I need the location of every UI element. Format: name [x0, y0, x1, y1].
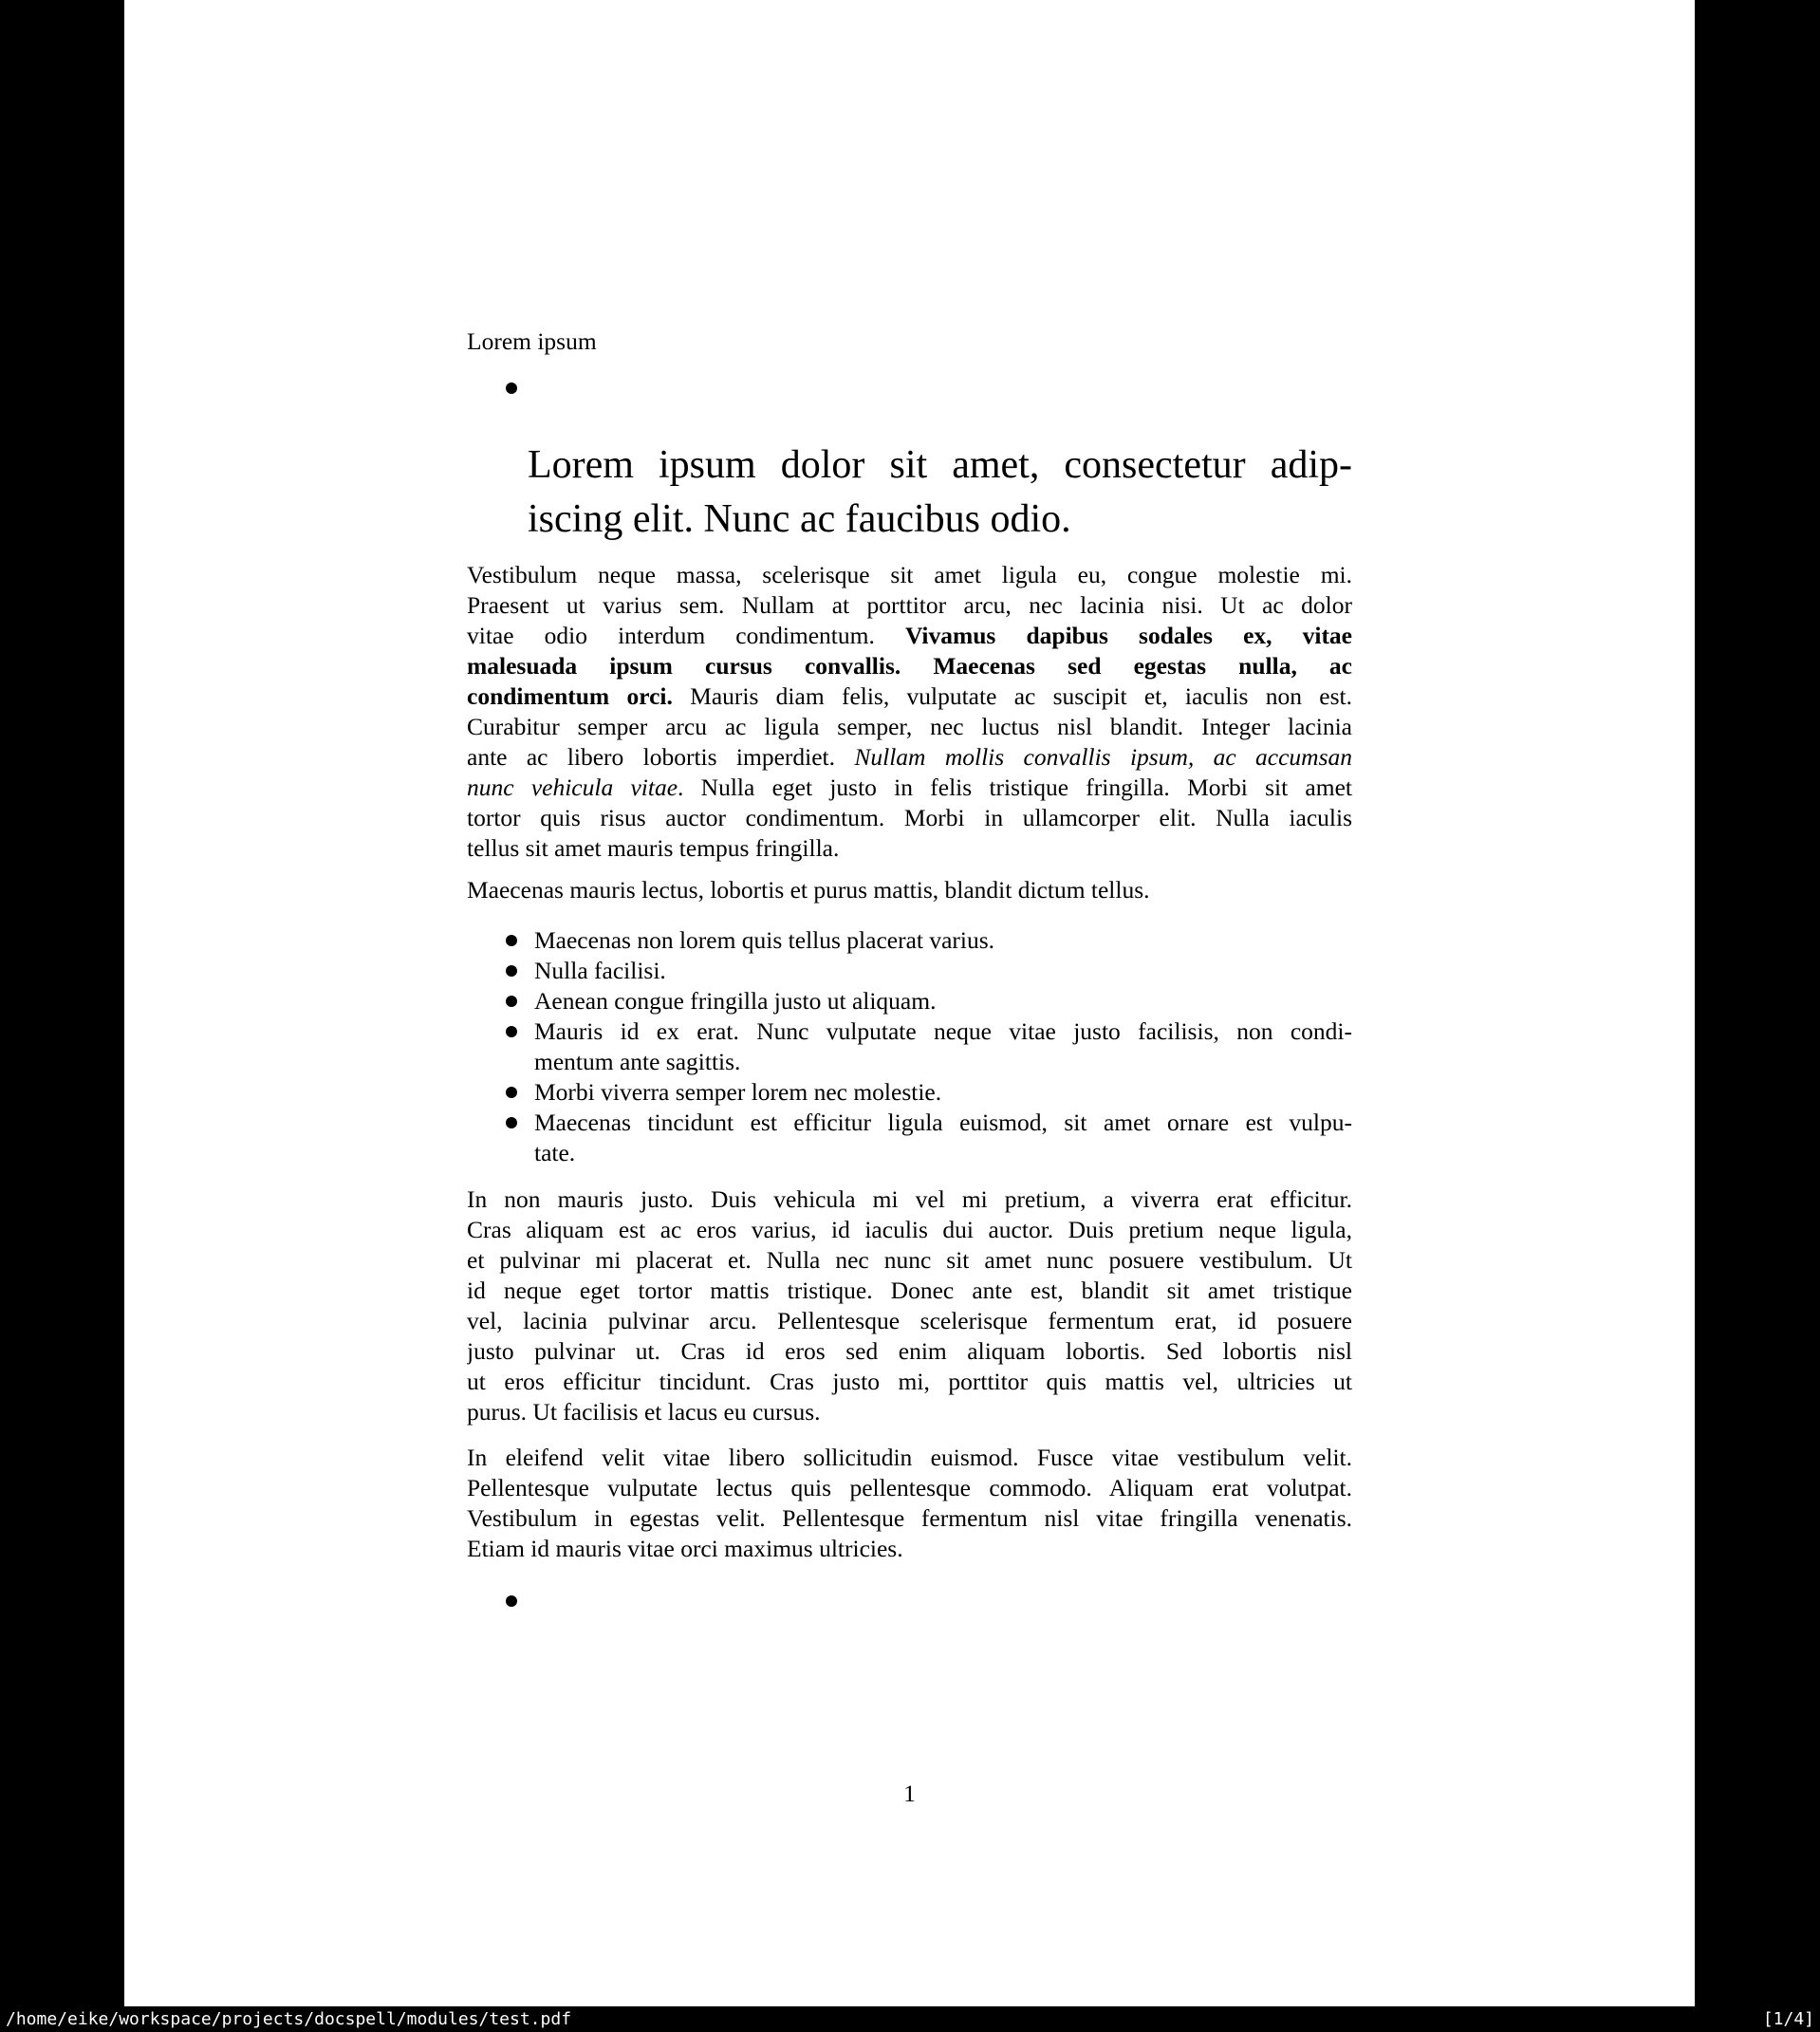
text-line [534, 1016, 1352, 1047]
text-segment: vel, lacinia pulvinar arcu. Pellentesque scelerisque fermentum erat, id posuere [467, 1307, 1352, 1334]
text-segment: Nulla facilisi. [534, 957, 666, 984]
text-segment: vitae odio interdum condimentum. [467, 622, 905, 649]
text-segment: Aenean congue fringilla justo ut aliquam. [534, 987, 937, 1015]
text-segment: Curabitur semper arcu ac ligula semper, nec luctus nisl blandit. Integer lacinia [467, 713, 1352, 740]
text-segment: Morbi viverra semper lorem nec molestie. [534, 1078, 942, 1106]
text-line [534, 986, 1352, 1016]
text-line [534, 1047, 1352, 1077]
text-segment: justo pulvinar ut. Cras id eros sed enim aliquam lobortis. Sed lobortis nisl [467, 1337, 1352, 1365]
text-segment: ante ac libero lobortis imperdiet. [467, 743, 855, 771]
text-line [467, 1336, 1352, 1367]
text-segment: Maecenas non lorem quis tellus placerat varius. [534, 926, 995, 954]
text-line [534, 956, 1352, 986]
text-segment: Vestibulum neque massa, scelerisque sit amet ligula eu, congue molestie mi. [467, 561, 1352, 588]
text-line [467, 1276, 1352, 1306]
text-segment: ut eros efficitur tincidunt. Cras justo mi, porttitor quis mattis vel, ultricies ut [467, 1368, 1352, 1395]
text-segment: tate. [534, 1139, 576, 1166]
text-segment: Vivamus dapibus sodales ex, vitae [904, 622, 1352, 649]
text-line [467, 1473, 1352, 1503]
bullet-list [534, 925, 1352, 1168]
text-segment: mentum ante sagittis. [534, 1048, 741, 1075]
list-item [534, 1016, 1352, 1077]
text-segment: Etiam id mauris vitae orci maximus ultricies. [467, 1535, 903, 1562]
section-heading [528, 438, 1352, 547]
text-line [467, 742, 1352, 773]
text-line [534, 925, 1352, 956]
text-line [467, 803, 1352, 833]
text-line [467, 773, 1352, 803]
list-item [534, 956, 1352, 986]
text-line [467, 1503, 1352, 1534]
text-segment: Mauris id ex erat. Nunc vulputate neque vitae justo facilisis, non condi- [534, 1017, 1352, 1045]
text-segment: tellus sit amet mauris tempus fringilla. [467, 834, 840, 862]
text-line [467, 1367, 1352, 1397]
text-line [467, 681, 1352, 712]
text-segment: Maecenas tincidunt est efficitur ligula euismod, sit amet ornare est vulpu- [534, 1109, 1352, 1136]
text-segment: Mauris diam felis, vulputate ac suscipit et, iaculis non est. [690, 682, 1352, 710]
text-segment: . Nulla eget justo in felis tristique fringilla. Morbi sit amet [678, 774, 1352, 801]
text-line [467, 621, 1352, 651]
bullet-icon [506, 935, 517, 946]
text-line [467, 1397, 1352, 1427]
text-line [467, 1245, 1352, 1276]
text-segment: malesuada ipsum cursus convallis. Maecenas sed egestas nulla, ac [467, 652, 1352, 680]
paragraph-1 [467, 560, 1352, 864]
intro-text: Lorem ipsum [467, 327, 597, 355]
text-line [467, 651, 1352, 681]
text-segment: iscing elit. Nunc ac faucibus odio. [528, 497, 1071, 541]
statusbar-file-path: /home/eike/workspace/projects/docspell/modules/test.pdf [6, 2009, 572, 2029]
list-item [534, 1108, 1352, 1168]
text-segment: condimentum orci. [467, 682, 691, 710]
bullet-icon [506, 1026, 517, 1037]
text-segment: Cras aliquam est ac eros varius, id iaculis dui auctor. Duis pretium neque ligula, [467, 1216, 1352, 1243]
page-number: 1 [903, 1780, 916, 1807]
text-segment: et pulvinar mi placerat et. Nulla nec nunc sit amet nunc posuere vestibulum. Ut [467, 1246, 1352, 1274]
paragraph-3 [467, 1184, 1352, 1427]
text-line [467, 712, 1352, 742]
list-item [534, 1077, 1352, 1108]
bullet-icon [506, 1087, 517, 1098]
text-segment: Praesent ut varius sem. Nullam at porttitor arcu, nec lacinia nisi. Ut ac dolor [467, 591, 1352, 619]
paragraph-4 [467, 1443, 1352, 1564]
statusbar [0, 2006, 1820, 2032]
text-segment: purus. Ut facilisis et lacus eu cursus. [467, 1398, 821, 1426]
statusbar-page-indicator: [1/4] [1762, 2009, 1814, 2029]
text-line [528, 438, 1352, 493]
text-segment: Vestibulum in egestas velit. Pellentesque fermentum nisl vitae fringilla venenatis. [467, 1504, 1352, 1532]
text-segment: Maecenas mauris lectus, lobortis et purus mattis, blandit dictum tellus. [467, 876, 1150, 904]
text-line [467, 590, 1352, 621]
text-segment: Nullam mollis convallis ipsum, ac accumsan [854, 743, 1352, 771]
pdf-page[interactable] [124, 0, 1695, 2006]
text-line [534, 1077, 1352, 1108]
text-line [467, 1306, 1352, 1336]
text-segment: nunc vehicula vitae [467, 774, 678, 801]
text-line [467, 1184, 1352, 1215]
list-item [534, 986, 1352, 1016]
text-line [528, 493, 1352, 547]
text-line [467, 1534, 1352, 1564]
text-line [534, 1138, 1352, 1168]
bullet-icon [506, 1595, 517, 1607]
bullet-icon [506, 382, 517, 394]
text-segment: In non mauris justo. Duis vehicula mi vel mi pretium, a viverra erat efficitur. [467, 1185, 1352, 1213]
text-line [467, 833, 1352, 864]
text-segment: tortor quis risus auctor condimentum. Morbi in ullamcorper elit. Nulla iaculis [467, 804, 1352, 831]
text-segment: Lorem ipsum dolor sit amet, consectetur adip- [528, 443, 1352, 487]
text-line [467, 1443, 1352, 1473]
text-segment: id neque eget tortor mattis tristique. Donec ante est, blandit sit amet tristique [467, 1277, 1352, 1304]
bullet-icon [506, 996, 517, 1007]
list-item [534, 925, 1352, 956]
text-line [467, 1215, 1352, 1245]
text-segment: Pellentesque vulputate lectus quis pellentesque commodo. Aliquam erat volutpat. [467, 1474, 1352, 1501]
text-segment: In eleifend velit vitae libero sollicitudin euismod. Fusce vitae vestibulum velit. [467, 1444, 1352, 1471]
bullet-icon [506, 1117, 517, 1128]
text-line [467, 875, 1352, 905]
text-line [467, 560, 1352, 590]
text-line [534, 1108, 1352, 1138]
paragraph-2 [467, 875, 1352, 905]
bullet-icon [506, 965, 517, 977]
